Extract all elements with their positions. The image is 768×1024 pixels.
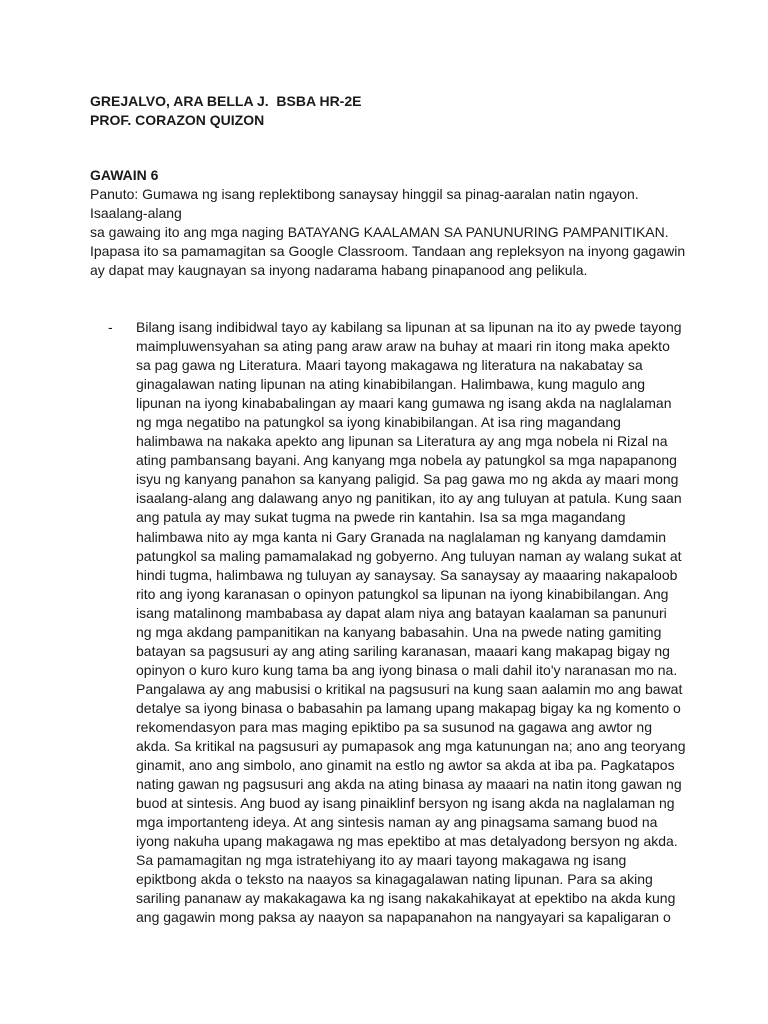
- essay-line: halimbawa nito ay mga kanta ni Gary Granada na naglalaman ng kanyang damdamin: [136, 528, 666, 545]
- essay-line: batayan sa pagsusuri ay ang ating sariling karanasan, maaari kang makapag bigay ng: [136, 642, 670, 659]
- instruction-line: Ipapasa ito sa pamamagitan sa Google Classroom. Tandaan ang repleksyon na inyong gagawin: [90, 243, 686, 259]
- essay-line: Sa pamamagitan ng mga istratehiyang ito ay maari tayong makagawa ng isang: [136, 852, 627, 869]
- essay-line: mga importanteng ideya. At ang sintesis naman ay ang pinagsama samang buod na: [136, 814, 658, 831]
- essay-line: sa pag gawa ng Literatura. Maari tayong makagawa ng literatura na nakabatay sa: [136, 357, 643, 374]
- essay-line: iyong nakuha upang makagawa ng mas epektibo at mas detalyadong bersyon ng akda.: [136, 833, 678, 850]
- essay-line: maimpluwensyahan sa ating pang araw araw na buhay at maari rin itong maka apekto: [136, 338, 670, 355]
- essay-line: hindi tugma, halimbawa ng tuluyan ay sanaysay. Sa sanaysay ay maaaring nakapaloob: [136, 566, 678, 583]
- instruction-line: ay dapat may kaugnayan sa inyong nadarama habang pinapanood ang pelikula.: [90, 262, 588, 278]
- essay-line: isang matalinong mambabasa ay dapat alam niya ang batayan kaalaman sa panunuri: [136, 604, 667, 621]
- essay-line: isyu ng kanyang panahon sa kanyang paligid. Sa pag gawa mo ng akda ay maari mong: [136, 471, 679, 488]
- essay-line: rito ang iyong karanasan o opinyon patungkol sa lipunan na iyong kinabibilangan. Ang: [136, 585, 669, 602]
- essay-line: rekomendasyon para mas maging epiktibo pa sa susunod na gagawa ang awtor ng: [136, 718, 652, 735]
- essay-line: ng mga negatibo na patungkol sa iyong kinabibilangan. At isa ring magandang: [136, 414, 621, 431]
- essay-line: akda. Sa kritikal na pagsusuri ay pumapasok ang mga katunungan na; ano ang teoryang: [136, 738, 686, 755]
- essay-line: ang patula ay may sukat tugma na pwede rin kantahin. Isa sa mga magandang: [136, 509, 626, 526]
- essay-paragraph: [136, 318, 685, 928]
- essay-line: halimbawa na nakaka apekto ang lipunan sa Literatura ay ang mga nobela ni Rizal na: [136, 433, 668, 450]
- essay-line: opinyon o kuro kuro kung tama ba ang iyong binasa o mali dahil ito'y naranasan mo na.: [136, 661, 678, 678]
- essay-line: ginamit, ano ang simbolo, ano ginamit na estlo ng awtor sa akda at iba pa. Pagkatapos: [136, 757, 675, 774]
- task-title: GAWAIN 6: [90, 167, 159, 183]
- document-header: [90, 92, 690, 130]
- essay-line: nating gawan ng pagsusuri ang akda na ating binasa ay maaari na natin itong gawan ng: [136, 776, 682, 793]
- essay-line: detalye sa iyong binasa o babasahin pa lamang upang makapag bigay ka ng komento o: [136, 699, 681, 716]
- essay-line: patungkol sa maling pamamalakad ng gobyerno. Ang tuluyan naman ay walang sukat at: [136, 547, 682, 564]
- essay-line: ating pambansang bayani. Ang kanyang mga nobela ay patungkol sa mga napapanong: [136, 452, 677, 469]
- student-name-section: GREJALVO, ARA BELLA J. BSBA HR-2E: [90, 93, 362, 109]
- essay-line: Pangalawa ay ang mabusisi o kritikal na pagsusuri na kung saan aalamin mo ang bawat: [136, 680, 683, 697]
- professor-name: PROF. CORAZON QUIZON: [90, 112, 265, 128]
- essay-line: ginagalawan nating lipunan na ating kinabibilangan. Halimbawa, kung magulo ang: [136, 376, 646, 393]
- instruction-line: Panuto: Gumawa ng isang replektibong sanaysay hinggil sa pinag-aaralan natin ngayon.: [90, 186, 639, 202]
- essay-line: ang gagawin mong paksa ay naayon sa napapanahon na nangyayari sa kapaligaran o: [136, 909, 671, 926]
- instruction-line: Isaalang-alang: [90, 205, 182, 221]
- essay-line: epiktbong akda o teksto na naayos sa kinagagalawan nating lipunan. Para sa aking: [136, 871, 653, 888]
- list-bullet: -: [108, 319, 113, 335]
- task-section: [90, 166, 690, 280]
- essay-line: ng mga akdang pampanitikan na kanyang babasahin. Una na pwede nating gamiting: [136, 623, 662, 640]
- essay-line: buod at sintesis. Ang buod ay isang pinaiklinf bersyon ng isang akda na naglalaman ng: [136, 795, 675, 812]
- essay-line: isaalang-alang ang dalawang anyo ng panitikan, ito ay ang tuluyan at patula. Kung saan: [136, 490, 682, 507]
- essay-line: lipunan na iyong kinababalingan ay maari kang gumawa ng isang akda na naglalaman: [136, 395, 672, 412]
- essay-line: sariling pananaw ay makakagawa ka ng isang nakakahikayat at epektibo na akda kung: [136, 890, 676, 907]
- instruction-line: sa gawaing ito ang mga naging BATAYANG KAALAMAN SA PANUNURING PAMPANITIKAN.: [90, 224, 669, 240]
- essay-line: Bilang isang indibidwal tayo ay kabilang sa lipunan at sa lipunan na ito ay pwede tayong: [136, 319, 682, 335]
